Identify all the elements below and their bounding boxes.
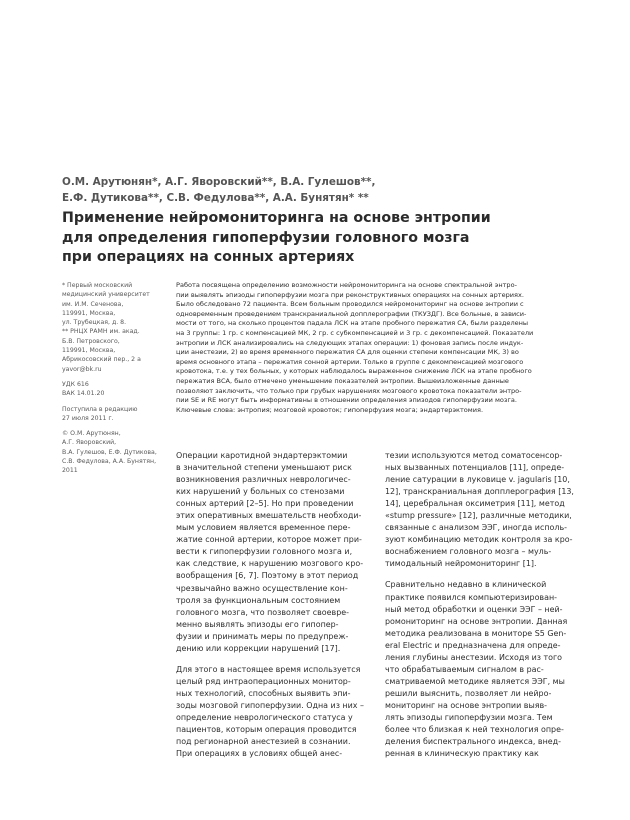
article-sidebar [62, 281, 170, 482]
article-title [62, 209, 582, 268]
copyright-line: © О.М. Арутюнян, [62, 430, 121, 438]
paragraph [176, 664, 372, 760]
copyright-line: В.А. Гулешов, Е.Ф. Дутикова, [62, 448, 157, 456]
affiliation-line: им. И.М. Сеченова, [62, 300, 124, 308]
text-line: тезии используются метод соматосенсор- [385, 451, 563, 460]
affiliation-line: * Первый московский [62, 282, 133, 289]
text-line: под регионарной анестезией в сознании. [176, 737, 351, 747]
text-line: Операции каротидной эндартерэктомии [176, 451, 348, 460]
paragraph [176, 450, 372, 655]
classification-codes [62, 380, 170, 399]
affiliations [62, 281, 170, 374]
text-line: зоды мозговой гипоперфузии. Одна из них – [176, 700, 364, 710]
copyright-notice [62, 429, 170, 475]
abstract-line: ции анестезии, 2) во время временного пережатия СА для оценки степени компенсации МК, 3) во [176, 348, 519, 357]
text-line: 14], церебральная оксиметрия [11], метод [385, 499, 565, 509]
text-line: Сравнительно недавно в клинической [385, 580, 547, 590]
contact-email: yavor@bk.ru [62, 365, 102, 373]
text-line: дению или коррекции нарушений [17]. [176, 643, 341, 653]
affiliation-line: ул. Трубецкая, д. 8. [62, 319, 127, 327]
text-line: сонных артерий [2–5]. Но при проведении [176, 499, 354, 509]
abstract-line: мости от того, на сколько процентов падала ЛСК на этапе пробного пережатия СА, были разделены [176, 319, 529, 328]
copyright-line: А.Г. Яворовский, [62, 439, 117, 447]
copyright-line: С.В. Федулова, А.А. Бунятян, [62, 458, 157, 466]
text-line: более что близкая к ней технология опре- [385, 725, 564, 735]
text-line: ление сатурации в луковице v. jagularis [10, [385, 475, 570, 485]
text-line: этих оперативных вмешательств необходи- [176, 511, 362, 521]
text-line: головного мозга, что позволяет своевре- [176, 607, 349, 617]
title-line: для определения гипоперфузии головного мозга [62, 229, 470, 246]
author-line: Е.Ф. Дутикова**, С.В. Федулова**, А.А. Бунятян* ** [62, 192, 369, 204]
affiliation-line: медицинский университет [62, 291, 150, 299]
text-line: в значительной степени уменьшают риск [176, 463, 352, 473]
abstract-line: пии SE и RE могут быть информативны в отношении определения эпизодов гипоперфузии мозга. [176, 396, 517, 405]
text-line: менно выявлять эпизоды его гипопер- [176, 619, 339, 629]
text-line: связанные с анализом ЭЭГ, иногда исполь- [385, 523, 567, 533]
text-line: 12], транскраниальная допплерография [13, [385, 487, 574, 497]
udk-code: УДК 616 [62, 380, 89, 388]
text-line: вести к гипоперфузии головного мозга и, [176, 547, 353, 557]
received-label: Поступила в редакцию [62, 405, 138, 413]
abstract-line: время основного этапа – пережатия сонной артерии. Только в группе с декомпенсацией мозгового [176, 357, 524, 366]
received-date [62, 405, 170, 424]
text-line: При операциях в условиях общей анес- [176, 749, 343, 759]
text-line: пациентов, которым операция проводится [176, 725, 357, 735]
abstract-line: кровотока, т.е. у тех больных, у которых наблюдалось выраженное снижение ЛСК на этапе пробного [176, 367, 532, 376]
text-line: Для этого в настоящее время используется [176, 664, 361, 674]
abstract-line: Работа посвящена определению возможности нейромониторинга на основе спектральной энтро- [176, 281, 517, 289]
text-line: определение неврологического статуса у [176, 712, 353, 722]
text-line: ный метод обработки и оценки ЭЭГ – ней- [385, 604, 563, 614]
author-list [62, 174, 462, 206]
abstract [176, 281, 576, 415]
abstract-line: пии выявлять эпизоды гипоперфузии мозга при реконструктивных операциях на сонных артериях. [176, 290, 524, 299]
text-line: лять эпизоды гипоперфузии мозга. Тем [385, 712, 553, 722]
abstract-line: позволяют заключить, что только при грубых нарушениях мозгового кровотока показатели энтро- [176, 386, 522, 395]
text-line: тимодальный нейромониторинг [1]. [385, 559, 537, 569]
affiliation-line: Абрикосовский пер., 2 а [62, 356, 141, 364]
text-line: троля за функциональным состоянием [176, 595, 341, 605]
text-line: деления биспектрального индекса, внед- [385, 737, 562, 747]
text-line: практике появился компьютеризирован- [385, 592, 558, 602]
abstract-line: Было обследовано 72 пациента. Всем больным проводился нейромониторинг на основе энтропии с [176, 300, 524, 309]
text-line: решили выяснить, позволяет ли нейро- [385, 688, 552, 698]
text-line: мониторинг на основе энтропии выяв- [385, 700, 548, 710]
abstract-line: на 3 группы: 1 гр. с компенсацией МК, 2 гр. с субкомпенсацией и 3 гр. с декомпенсацией. Показатели [176, 328, 534, 337]
text-line: фузии и принимать меры по предупреж- [176, 631, 349, 641]
author-line: О.М. Арутюнян*, А.Г. Яворовский**, В.А. Гулешов**, [62, 176, 376, 188]
affiliation-line: 119991, Москва, [62, 309, 116, 317]
text-line: ромониторинг на основе энтропии. Данная [385, 616, 568, 626]
text-line: сматриваемой методике является ЭЭГ, мы [385, 676, 565, 686]
text-line: мым условием является временное пере- [176, 523, 351, 533]
text-line: целый ряд интраоперационных монитор- [176, 676, 351, 686]
text-line: ких нарушений у больных со стенозами [176, 487, 345, 497]
text-line: что обрабатываемым сигналом в рас- [385, 664, 544, 674]
vak-code: ВАК 14.01.20 [62, 390, 105, 398]
text-line: ления глубины анестезии. Исходя из того [385, 652, 563, 662]
abstract-line: одновременным проведением транскраниальной допплерографии (ТКУЗДГ). Все больные, в зависи- [176, 309, 527, 318]
text-line: ренная в клиническую практику как [385, 749, 539, 759]
affiliation-line: ** РНЦХ РАМН им. акад. [62, 328, 140, 336]
text-line: зуют комбинацию методик контроля за кро- [385, 535, 573, 545]
abstract-line: энтропии и ЛСК анализировались на следующих этапах операции: 1) фоновая запись после индук- [176, 338, 524, 347]
text-line: воснабжением головного мозга – муль- [385, 547, 552, 557]
received-value: 27 июля 2011 г. [62, 414, 114, 422]
text-line: ных технологий, способных выявить эпи- [176, 688, 351, 698]
affiliation-line: Б.В. Петровского, [62, 337, 120, 345]
keywords-line: Ключевые слова: энтропия; мозговой кровоток; гипоперфузия мозга; эндартерэктомия. [176, 405, 484, 414]
text-line: как следствие, к нарушению мозгового кро- [176, 559, 364, 569]
abstract-line: пережатия ВСА, было отмечено уменьшение показателей энтропии. Вышеизложенные данные [176, 376, 509, 385]
text-line: жатие сонной артерии, которое может при- [176, 535, 362, 545]
paragraph [385, 579, 581, 760]
title-line: при операциях на сонных артериях [62, 249, 355, 265]
copyright-line: 2011 [62, 467, 78, 475]
text-line: вообращения [6, 7]. Поэтому в этот период [176, 571, 359, 581]
body-column-right [385, 450, 581, 760]
text-line: чрезвычайно важно осуществление кон- [176, 583, 348, 593]
affiliation-line: 119991, Москва, [62, 347, 116, 355]
paragraph [385, 450, 581, 570]
text-line: методика реализована в мониторе S5 Gen- [385, 628, 567, 638]
text-line: «stump pressure» [12], различные методики, [385, 511, 572, 521]
text-line: возникновения различных неврологичес- [176, 475, 351, 485]
body-column-left [176, 450, 372, 760]
text-line: eral Electric и предназначена для опреде- [385, 640, 561, 650]
title-line: Применение нейромониторинга на основе энтропии [62, 210, 491, 226]
text-line: ных вызванных потенциалов [11], опреде- [385, 463, 565, 473]
